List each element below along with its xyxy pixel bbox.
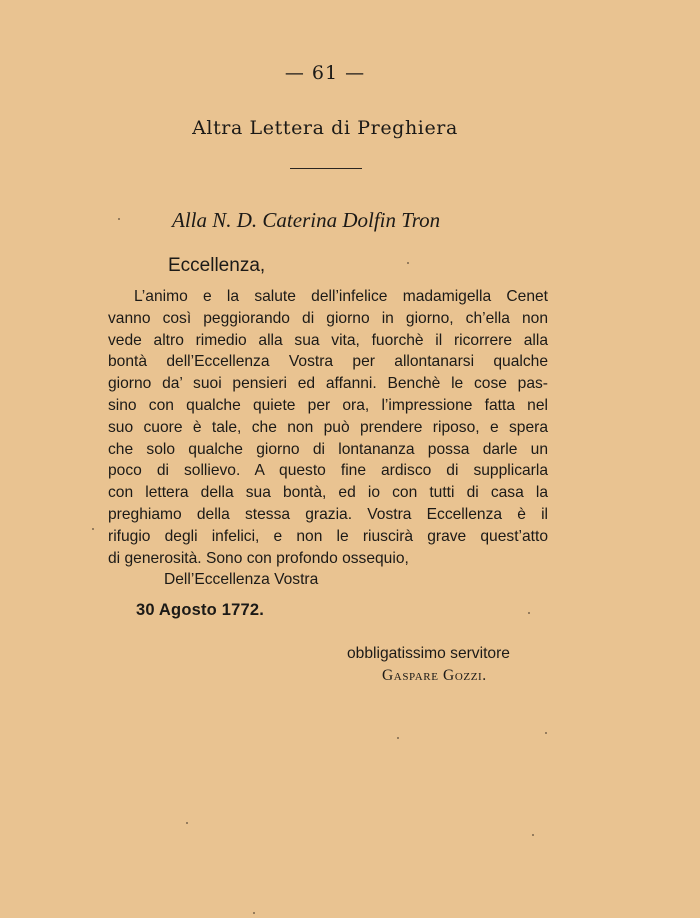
paper-speck	[253, 912, 255, 914]
body-line: L’animo e la salute dell’infelice madamigella Cenet	[134, 288, 548, 305]
paper-speck	[186, 822, 188, 824]
letter-heading: Altra Lettera di Preghiera	[192, 117, 458, 139]
closing-formula: Dell’Eccellenza Vostra	[164, 571, 319, 588]
paper-speck	[532, 834, 534, 836]
body-line: sino con qualche quiete per ora, l’impressione fatta nel	[108, 396, 548, 414]
letter-body	[108, 286, 548, 569]
letter-date: 30 Agosto 1772.	[136, 601, 265, 619]
page-number: — 61 —	[284, 62, 366, 84]
signoff: obbligatissimo servitore	[347, 645, 510, 662]
addressee: Alla N. D. Caterina Dolfin Tron	[172, 208, 441, 232]
paper-speck	[528, 612, 530, 614]
body-line: che solo qualche giorno di lontananza possa darle un	[108, 440, 548, 458]
body-line: bontà dell’Eccellenza Vostra per allontanarsi qualche	[108, 353, 548, 371]
body-line: giorno da’ suoi pensieri ed affanni. Benchè le cose pas-	[108, 375, 548, 393]
body-line: vanno così peggiorando di giorno in giorno, ch’ella non	[108, 309, 548, 327]
paper-speck	[397, 737, 399, 739]
body-line: di generosità. Sono con profondo ossequio,	[108, 549, 409, 567]
body-line: poco di sollievo. A questo fine ardisco di supplicarla	[108, 462, 548, 480]
paper-speck	[118, 218, 120, 220]
paper-speck	[407, 262, 409, 264]
body-line: preghiamo della stessa grazia. Vostra Eccellenza è il	[108, 505, 548, 523]
body-line: rifugio degli infelici, e non le riuscirà grave quest’atto	[108, 527, 548, 545]
body-line: vede altro rimedio alla sua vita, fuorchè il ricorrere alla	[108, 331, 548, 349]
signature: Gaspare Gozzi.	[382, 667, 487, 684]
heading-rule	[290, 168, 362, 169]
paper-speck	[92, 528, 94, 530]
body-line: suo cuore è tale, che non può prendere riposo, e spera	[108, 418, 548, 436]
salutation: Eccellenza,	[168, 255, 266, 276]
paper-speck	[545, 732, 547, 734]
body-line: con lettera della sua bontà, ed io con tutti di casa la	[108, 484, 548, 502]
